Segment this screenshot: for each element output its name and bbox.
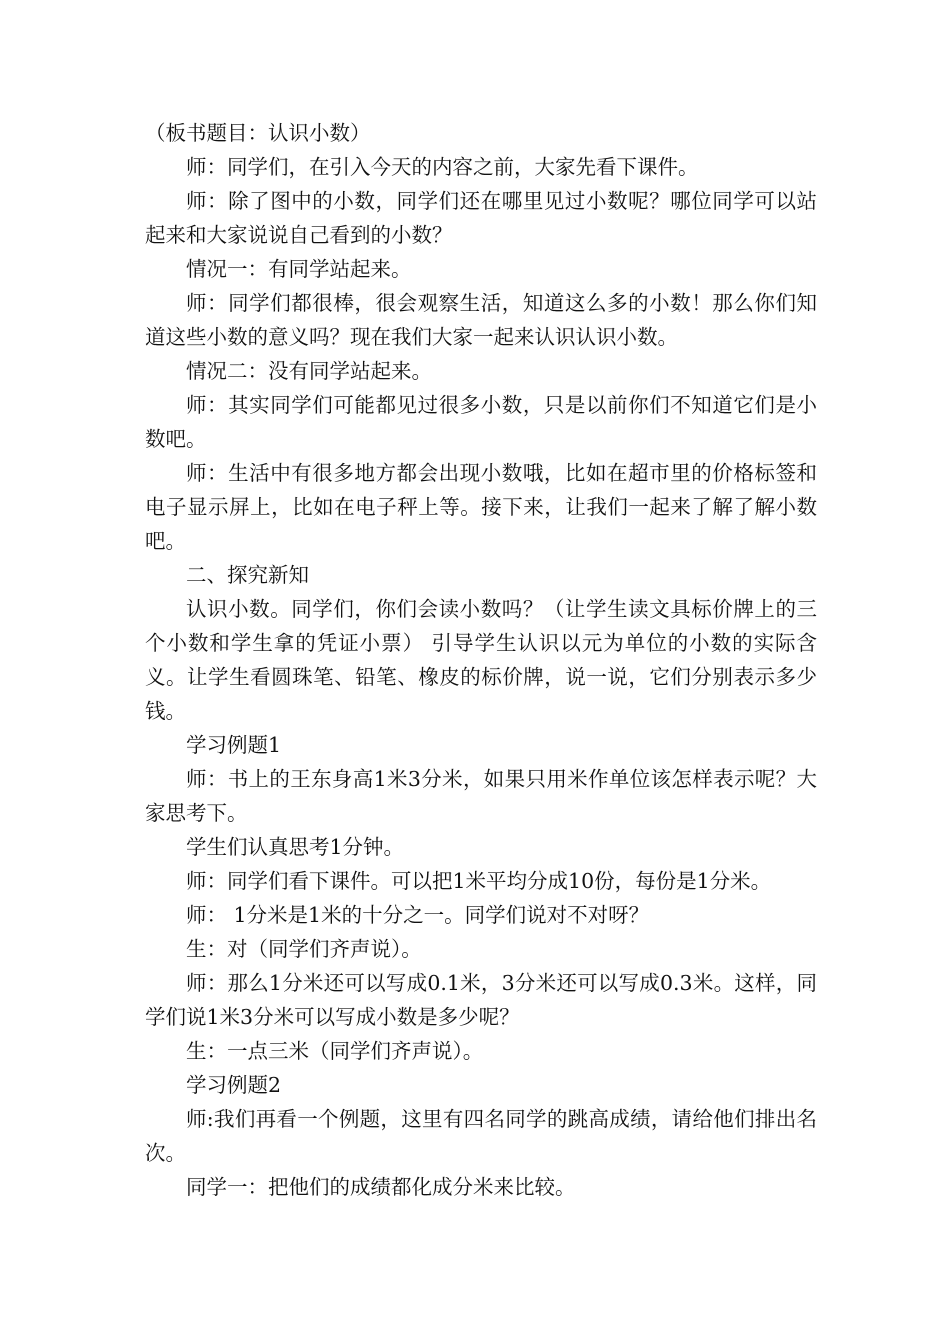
subsection-heading: 学习例题1 [186, 733, 282, 757]
paragraph: 师： 1分米是1米的十分之一。同学们说对不对呀？ [186, 903, 650, 927]
paragraph: 师：生活中有很多地方都会出现小数哦，比如在超市里的价格标签和电子显示屏上，比如在电子秤上等。接下来，让我们一起来了解了解小数吧。 [145, 461, 817, 553]
paragraph: 师：那么1分米还可以写成0.1米，3分米还可以写成0.3米。这样，同学们说1米3分米可以写成小数是多少呢？ [145, 971, 817, 1029]
paragraph: 情况一：有同学站起来。 [186, 257, 412, 281]
document-body [145, 116, 817, 1204]
paragraph: 师：同学们看下课件。可以把1米平均分成10份，每份是1分米。 [186, 869, 772, 893]
heading-note: （板书题目：认识小数） [145, 121, 371, 145]
paragraph: 生：对（同学们齐声说）。 [186, 937, 422, 961]
paragraph: 生：一点三米（同学们齐声说）。 [186, 1039, 484, 1063]
subsection-heading: 学习例题2 [186, 1073, 282, 1097]
paragraph: 学生们认真思考1分钟。 [186, 835, 405, 859]
paragraph: 师：其实同学们可能都见过很多小数，只是以前你们不知道它们是小数吧。 [145, 393, 817, 451]
paragraph: 同学一：把他们的成绩都化成分米来比较。 [186, 1175, 576, 1199]
paragraph: 师:我们再看一个例题，这里有四名同学的跳高成绩，请给他们排出名次。 [145, 1107, 817, 1165]
paragraph: 师：书上的王东身高1米3分米，如果只用米作单位该怎样表示呢？大家思考下。 [145, 767, 817, 825]
paragraph: 情况二：没有同学站起来。 [186, 359, 432, 383]
section-heading: 二、探究新知 [186, 563, 309, 587]
paragraph: 师：除了图中的小数，同学们还在哪里见过小数呢？哪位同学可以站起来和大家说说自己看到的小数？ [145, 189, 817, 247]
paragraph: 认识小数。同学们，你们会读小数吗？（让学生读文具标价牌上的三个小数和学生拿的凭证小票） 引导学生认识以元为单位的小数的实际含义。让学生看圆珠笔、铅笔、橡皮的标价牌，说一说，它们分别表示多少钱。 [145, 597, 817, 723]
paragraph: 师：同学们，在引入今天的内容之前，大家先看下课件。 [186, 155, 699, 179]
paragraph: 师：同学们都很棒，很会观察生活，知道这么多的小数！那么你们知道这些小数的意义吗？现在我们大家一起来认识认识小数。 [145, 291, 817, 349]
